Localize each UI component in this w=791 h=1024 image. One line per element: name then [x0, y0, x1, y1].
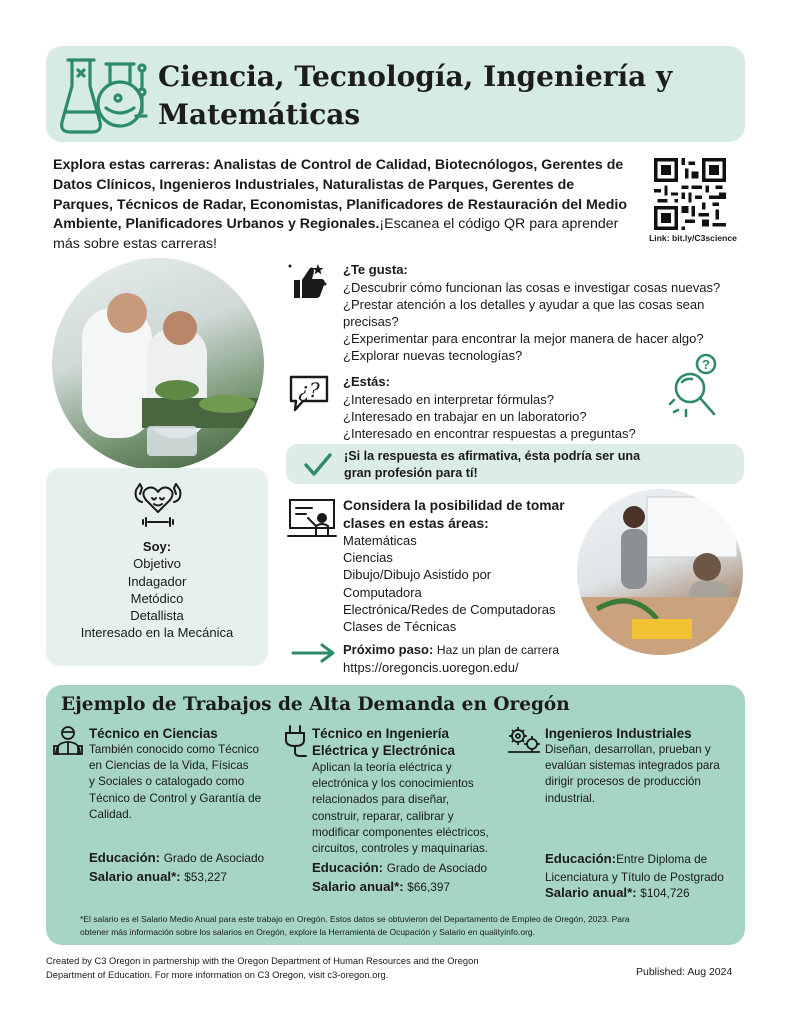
- job-education: [89, 849, 264, 867]
- classes-item: Clases de Técnicas: [343, 619, 457, 635]
- strong-heart-icon: [130, 476, 186, 532]
- lab-technician-icon: [52, 724, 84, 756]
- intro-qr-prompt: ¡Escanea el código QR para aprender más sobre estas carreras!: [53, 216, 619, 253]
- footnote-line: obtener más información sobre los salarios en Oregón, explore la Herramienta de Ocupación y Salario en qualityinfo.org.: [80, 926, 535, 937]
- soy-item: Objetivo: [133, 556, 181, 572]
- likes-heading: ¿Te gusta:: [343, 262, 408, 277]
- teacher-board-icon: [286, 496, 338, 540]
- likes-item: ¿Descubrir cómo funcionan las cosas e investigar cosas nuevas?: [343, 280, 721, 295]
- education-label: Educación:: [312, 860, 384, 875]
- likes-item: ¿Prestar atención a los detalles y ayudar a que las cosas sean: [343, 297, 705, 312]
- soy-heading: Soy:: [142, 539, 172, 554]
- svg-text:¿?: ¿?: [298, 378, 320, 402]
- job-description-line: Calidad.: [89, 807, 132, 821]
- are-item: ¿Interesado en encontrar respuestas a preguntas?: [343, 426, 636, 441]
- yes-message: [344, 448, 724, 481]
- education-value: Entre Diploma de: [616, 852, 708, 866]
- job-description-line: dirigir procesos de producción: [545, 775, 701, 789]
- soy-item: Detallista: [130, 608, 184, 624]
- job-description-line: industrial.: [545, 791, 596, 805]
- salary-value: $53,227: [184, 870, 227, 884]
- salary-value: $66,397: [407, 880, 450, 894]
- are-heading: ¿Estás:: [343, 374, 390, 389]
- likes-item: ¿Experimentar para encontrar la mejor manera de hacer algo?: [343, 331, 704, 346]
- are-item: ¿Interesado en trabajar en un laboratorio?: [343, 409, 587, 424]
- electric-plug-icon: [282, 724, 308, 758]
- job-description: [89, 742, 261, 823]
- classes-list: [343, 532, 555, 635]
- salary-footnote: [80, 913, 720, 938]
- job-description-line: construir, reparar, calibrar y: [312, 809, 454, 823]
- job-salary: [312, 878, 450, 896]
- job-education: [545, 850, 724, 886]
- science-lab-flask-icon: [58, 52, 150, 138]
- thumbs-up-icon: [286, 260, 328, 302]
- education-value: Grado de Asociado: [386, 861, 488, 875]
- gears-icon: [506, 724, 542, 754]
- soy-list: [46, 538, 268, 642]
- intro-careers: Explora estas carreras: Analistas de Control de Calidad, Biotecnólogos, Gerentes de Datos Clínicos, Ingenieros Industriales, Naturalistas de Parques, Gerentes de Parques, Técnicos de Radar, Economistas, Planificadores de Restauración del Medio Ambiente, Planificadores Urbanos y Regionales.: [53, 157, 627, 233]
- next-step-link[interactable]: https://oregoncis.uoregon.edu/: [343, 660, 519, 676]
- classes-heading: [343, 497, 565, 533]
- magnifier-question-icon: [664, 352, 730, 424]
- qr-link[interactable]: Link: bit.ly/C3science: [649, 233, 737, 243]
- salary-label: Salario anual*:: [312, 879, 404, 894]
- next-step: [343, 641, 559, 677]
- footer-line: Department of Education. For more information on C3 Oregon, visit c3-oregon.org.: [46, 969, 389, 980]
- yes-line: gran profesión para tí!: [344, 465, 478, 480]
- job-description: [312, 760, 489, 857]
- job-description-line: Aplican la teoría eléctrica y: [312, 761, 452, 774]
- classes-heading-line: Considera la posibilidad de tomar: [343, 498, 565, 513]
- job-title: [312, 725, 455, 759]
- job-description-line: circuitos, controles y maquinarias.: [312, 842, 489, 856]
- soy-item: Metódico: [130, 590, 184, 606]
- job-description-line: Diseñan, desarrollan, prueban y: [545, 743, 711, 756]
- job-description-line: relacionados para diseñar,: [312, 793, 450, 807]
- footnote-line: *El salario es el Salario Medio Anual para este trabajo en Oregón. Estos datos se obtuvieron del Departamento de Empleo de Oregón, 2023. Para: [80, 914, 630, 924]
- page-title: Ciencia, Tecnología, Ingeniería y Matemáticas: [158, 60, 673, 131]
- job-description-line: modificar componentes eléctricos,: [312, 825, 489, 839]
- classes-item: Matemáticas: [343, 533, 417, 548]
- arrow-right-icon: [290, 642, 338, 664]
- footer-credits: [46, 954, 566, 982]
- job-description-line: en Ciencias de la Vida, Físicas: [89, 759, 249, 773]
- job-salary: [545, 884, 690, 902]
- likes-item: ¿Explorar nuevas tecnologías?: [343, 348, 523, 363]
- job-title: Técnico en Ciencias: [89, 726, 218, 741]
- likes-item: precisas?: [343, 314, 399, 329]
- education-value: Licenciatura y Título de Postgrado: [545, 870, 724, 884]
- classes-item: Computadora: [343, 584, 422, 600]
- next-step-label: Próximo paso:: [343, 642, 434, 657]
- job-description-line: También conocido como Técnico: [89, 743, 259, 756]
- education-label: Educación:: [89, 850, 161, 865]
- classroom-photo: [577, 489, 743, 655]
- job-title-line: Técnico en Ingeniería: [312, 726, 449, 741]
- job-description: [545, 742, 720, 807]
- salary-label: Salario anual*:: [89, 869, 181, 884]
- soy-item: Indagador: [127, 573, 187, 589]
- job-description-line: electrónica y los conocimientos: [312, 777, 474, 791]
- published-date: Published: Aug 2024: [636, 966, 733, 978]
- education-value: Grado de Asociado: [163, 851, 265, 865]
- job-description-line: Técnico de Control y Garantía de: [89, 791, 262, 805]
- classes-item: Electrónica/Redes de Computadoras: [343, 601, 556, 617]
- salary-label: Salario anual*:: [545, 885, 637, 900]
- job-education: [312, 859, 487, 877]
- job-description-line: y Sociales o catalogado como: [89, 775, 245, 789]
- question-speech-bubble-icon: [287, 373, 331, 415]
- qr-code[interactable]: [654, 158, 726, 230]
- jobs-title: Ejemplo de Trabajos de Alta Demanda en Oregón: [61, 694, 570, 715]
- job-description-line: evalúan sistemas integrados para: [545, 759, 720, 773]
- job-salary: [89, 868, 227, 886]
- intro-paragraph: [53, 156, 633, 255]
- lab-students-photo: [52, 258, 264, 470]
- next-step-text: Haz un plan de carrera: [436, 643, 559, 657]
- svg-text:?: ?: [702, 357, 710, 372]
- yes-line: ¡Si la respuesta es afirmativa, ésta podría ser una: [344, 449, 641, 463]
- job-title: Ingenieros Industriales: [545, 726, 692, 741]
- footer-line: Created by C3 Oregon in partnership with the Oregon Department of Human Resources and the Oregon: [46, 955, 479, 966]
- classes-item: Dibujo/Dibujo Asistido por: [343, 567, 492, 583]
- are-item: ¿Interesado en interpretar fórmulas?: [343, 392, 554, 407]
- classes-item: Ciencias: [343, 550, 393, 566]
- soy-item: Interesado en la Mecánica: [80, 625, 234, 641]
- education-label: Educación:: [545, 851, 617, 866]
- salary-value: $104,726: [640, 886, 690, 900]
- job-title-line: Eléctrica y Electrónica: [312, 743, 455, 758]
- check-mark-icon: [303, 452, 333, 478]
- classes-heading-line: clases en estas áreas:: [343, 516, 489, 531]
